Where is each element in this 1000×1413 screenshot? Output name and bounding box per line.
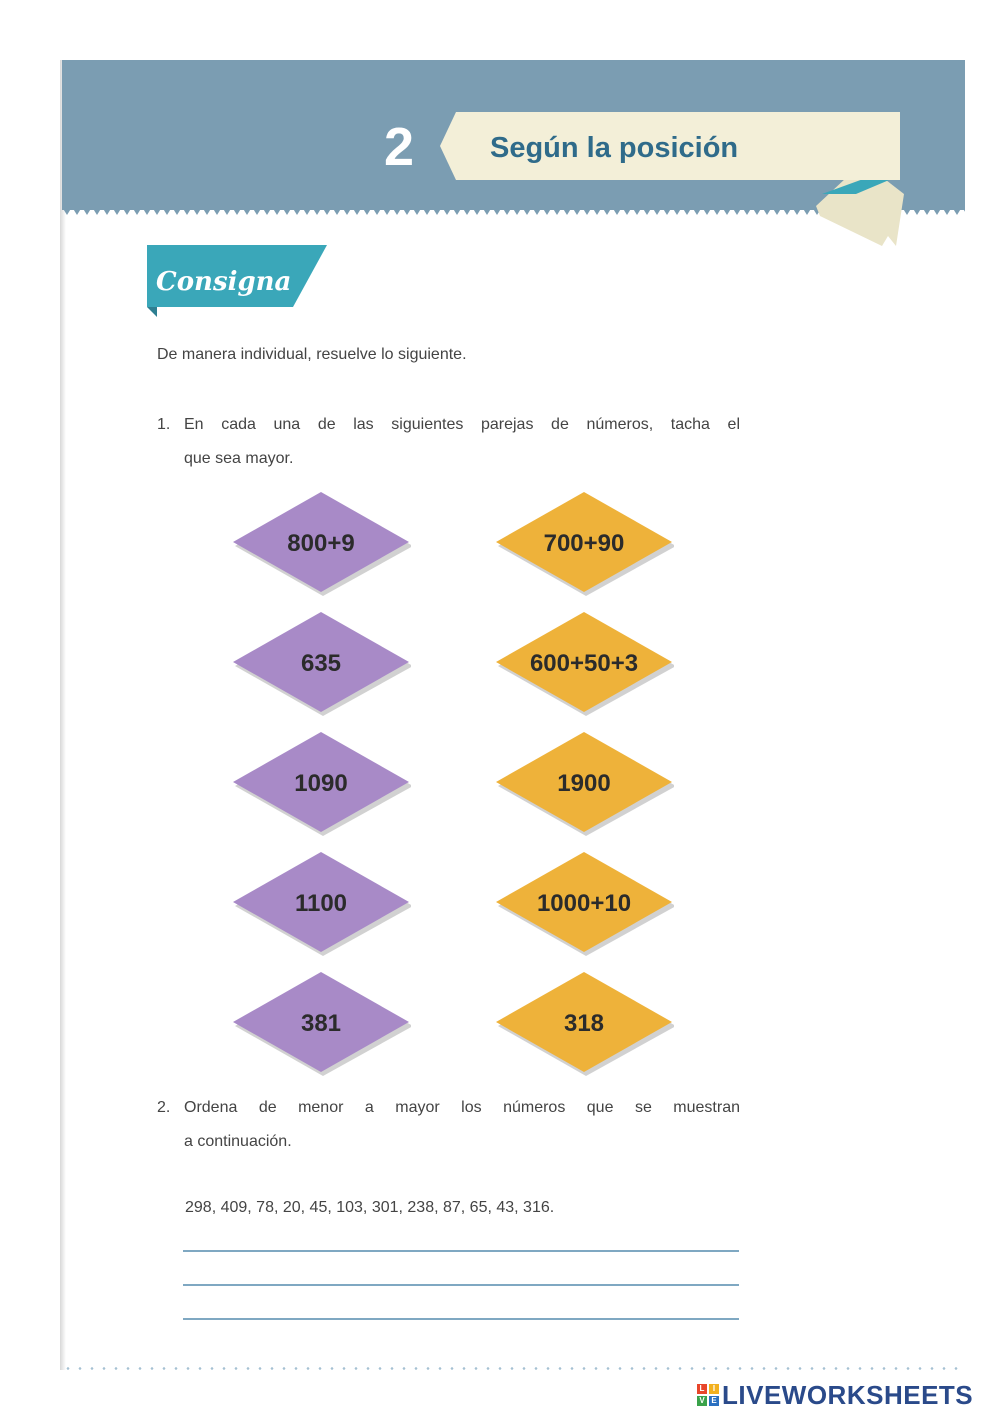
liveworksheets-icon: L I V E: [696, 1383, 720, 1407]
diamond-value: 1000+10: [536, 890, 632, 917]
page-edge-shadow: [60, 60, 66, 1370]
number-diamond-left-5[interactable]: [231, 972, 411, 1076]
number-diamond-left-4[interactable]: [231, 852, 411, 956]
number-diamond-right-4[interactable]: [494, 852, 674, 956]
number-diamond-right-5[interactable]: [494, 972, 674, 1076]
answer-line-1[interactable]: [183, 1250, 739, 1252]
instructions-text: De manera individual, resuelve lo siguiente.: [157, 346, 467, 363]
number-diamond-right-1[interactable]: [494, 492, 674, 596]
question-1-text-line2: que sea mayor.: [184, 450, 294, 467]
section-label: Consigna: [156, 267, 292, 297]
page-bottom-dotted-border: [62, 1367, 965, 1370]
lesson-title: Según la posición: [490, 132, 739, 164]
number-diamond-left-1[interactable]: [231, 492, 411, 596]
question-2-text-line1: Ordena de menor a mayor los números que se muestran: [184, 1099, 740, 1116]
answer-line-2[interactable]: [183, 1284, 739, 1286]
diamond-value: 600+50+3: [529, 650, 639, 677]
diamond-value: 318: [563, 1010, 605, 1037]
liveworksheets-logo: [696, 1378, 973, 1412]
diamond-value: 635: [300, 650, 342, 677]
diamond-value: 1090: [294, 770, 348, 797]
question-2-number: 2.: [157, 1099, 171, 1116]
question-2-text-line2: a continuación.: [184, 1133, 292, 1150]
lesson-number: 2: [383, 117, 415, 177]
number-diamond-right-3[interactable]: [494, 732, 674, 836]
number-diamond-right-2[interactable]: [494, 612, 674, 716]
question-1-number: 1.: [157, 416, 171, 433]
diamond-value: 1900: [557, 770, 611, 797]
number-diamond-left-2[interactable]: [231, 612, 411, 716]
liveworksheets-wordmark: LIVEWORKSHEETS: [722, 1379, 974, 1410]
numbers-list: 298, 409, 78, 20, 45, 103, 301, 238, 87, 65, 43, 316.: [185, 1199, 555, 1216]
diamond-value: 800+9: [287, 530, 355, 557]
answer-line-3[interactable]: [183, 1318, 739, 1320]
diamond-value: 700+90: [543, 530, 625, 557]
diamond-value: 381: [300, 1010, 342, 1037]
diamond-value: 1100: [294, 890, 348, 917]
question-1-text-line1: En cada una de las siguientes parejas de números, tacha el: [184, 416, 740, 433]
number-diamond-left-3[interactable]: [231, 732, 411, 836]
